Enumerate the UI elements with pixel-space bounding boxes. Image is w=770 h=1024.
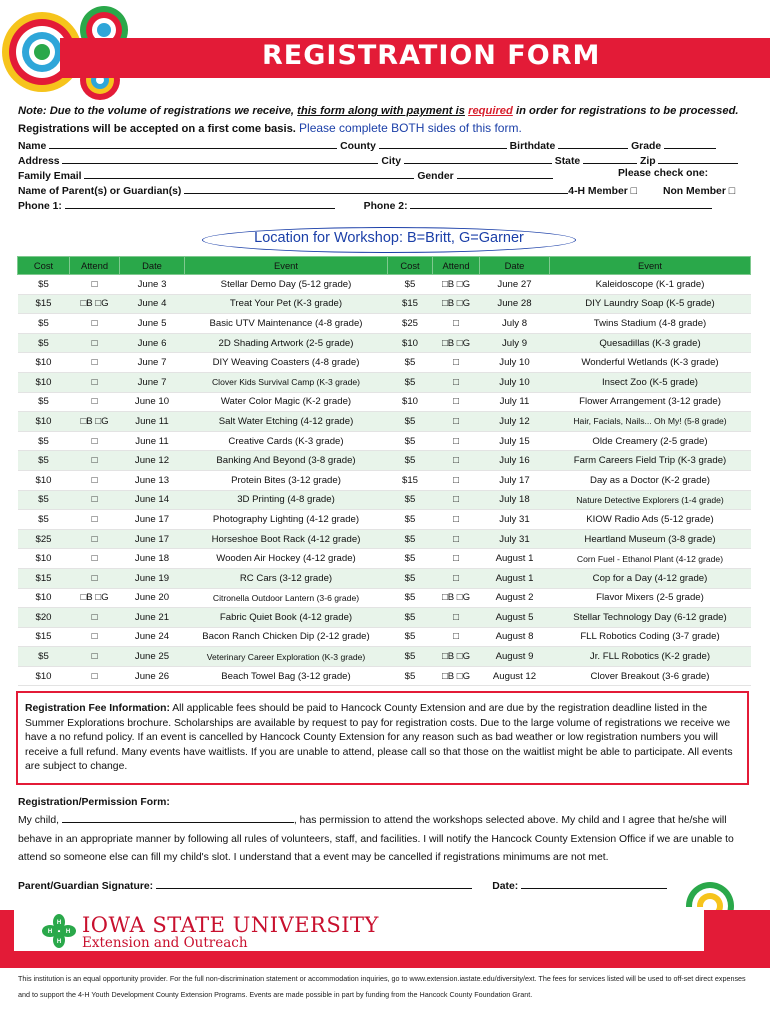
cell-cost: $5 <box>18 490 70 510</box>
cell-date: June 12 <box>120 451 185 471</box>
cell-event: DIY Weaving Coasters (4-8 grade) <box>185 353 388 373</box>
table-row <box>18 588 751 608</box>
cell-date: June 20 <box>120 588 185 608</box>
attend-checkbox[interactable]: □B □G <box>433 333 480 353</box>
cell-cost: $15 <box>18 568 70 588</box>
col-header-date: Date <box>480 257 550 275</box>
attend-checkbox[interactable]: □ <box>70 627 120 647</box>
cell-cost: $5 <box>388 275 433 295</box>
cell-cost: $5 <box>388 412 433 432</box>
attend-checkbox[interactable]: □ <box>433 353 480 373</box>
table-row <box>18 451 751 471</box>
cell-date: June 21 <box>120 608 185 628</box>
cell-cost: $10 <box>388 392 433 412</box>
four-h-clover-icon <box>42 914 76 948</box>
disclaimer: This institution is an equal opportunity provider. For the full non-discrimination statement or accommodation inquiries, go to www.extension.iastate.edu/diversity/ext. The fees for services listed will be used to off-set direct expenses and to support the 4-H Youth Development County Extension Programs. Events are made possible in part by funding from the Hancock County Foundation Grant. <box>18 974 746 999</box>
table-row <box>18 608 751 628</box>
cell-event: Treat Your Pet (K-3 grade) <box>185 294 388 314</box>
cell-date: June 11 <box>120 431 185 451</box>
attend-checkbox[interactable]: □ <box>433 549 480 569</box>
cell-date: July 9 <box>480 333 550 353</box>
cell-event: 2D Shading Artwork (2-5 grade) <box>185 333 388 353</box>
table-row <box>18 372 751 392</box>
workshop-table <box>17 256 751 686</box>
cell-date: June 11 <box>120 412 185 432</box>
cell-event: Wooden Air Hockey (4-12 grade) <box>185 549 388 569</box>
cell-cost: $15 <box>388 294 433 314</box>
cell-date: June 19 <box>120 568 185 588</box>
cell-date: June 6 <box>120 333 185 353</box>
cell-date: August 9 <box>480 647 550 667</box>
cell-event: Salt Water Etching (4-12 grade) <box>185 412 388 432</box>
cell-cost: $5 <box>388 529 433 549</box>
cell-event: Wonderful Wetlands (K-3 grade) <box>550 353 751 373</box>
cell-date: August 2 <box>480 588 550 608</box>
attend-checkbox[interactable]: □ <box>70 314 120 334</box>
cell-date: June 18 <box>120 549 185 569</box>
cell-cost: $5 <box>388 353 433 373</box>
cell-event: Day as a Doctor (K-2 grade) <box>550 470 751 490</box>
cell-event: Flavor Mixers (2-5 grade) <box>550 588 751 608</box>
cell-date: August 12 <box>480 666 550 686</box>
table-row <box>18 627 751 647</box>
table-row <box>18 412 751 432</box>
cell-cost: $5 <box>18 275 70 295</box>
table-row <box>18 294 751 314</box>
cell-cost: $20 <box>18 608 70 628</box>
table-row <box>18 333 751 353</box>
cell-event: Corn Fuel - Ethanol Plant (4-12 grade) <box>550 549 751 569</box>
attend-checkbox[interactable]: □ <box>433 529 480 549</box>
cell-date: July 10 <box>480 372 550 392</box>
cell-event: 3D Printing (4-8 grade) <box>185 490 388 510</box>
location-label: Location for Workshop: B=Britt, G=Garner <box>254 230 524 246</box>
attend-checkbox[interactable]: □B □G <box>70 412 120 432</box>
attend-checkbox[interactable]: □ <box>70 275 120 295</box>
cell-cost: $5 <box>388 627 433 647</box>
cell-cost: $5 <box>388 608 433 628</box>
cell-event: Farm Careers Field Trip (K-3 grade) <box>550 451 751 471</box>
cell-event: Creative Cards (K-3 grade) <box>185 431 388 451</box>
attend-checkbox[interactable]: □ <box>433 510 480 530</box>
table-row <box>18 510 751 530</box>
cell-event: Basic UTV Maintenance (4-8 grade) <box>185 314 388 334</box>
cell-cost: $15 <box>18 294 70 314</box>
cell-cost: $15 <box>388 470 433 490</box>
cell-date: June 25 <box>120 647 185 667</box>
cell-event: Heartland Museum (3-8 grade) <box>550 529 751 549</box>
attend-checkbox[interactable]: □ <box>433 627 480 647</box>
svg-text:H: H <box>65 929 71 935</box>
extension-outreach: Extension and Outreach <box>82 935 248 951</box>
svg-text:H: H <box>47 929 53 935</box>
col-header-event: Event <box>185 257 388 275</box>
table-row <box>18 549 751 569</box>
cell-cost: $5 <box>388 451 433 471</box>
cell-cost: $5 <box>18 333 70 353</box>
attend-checkbox[interactable]: □ <box>70 333 120 353</box>
cell-cost: $10 <box>388 333 433 353</box>
col-header-date: Date <box>120 257 185 275</box>
cell-date: June 10 <box>120 392 185 412</box>
parents-field[interactable] <box>184 183 568 194</box>
cell-event: Water Color Magic (K-2 grade) <box>185 392 388 412</box>
cell-event: Protein Bites (3-12 grade) <box>185 470 388 490</box>
cell-event: Banking And Beyond (3-8 grade) <box>185 451 388 471</box>
attend-checkbox[interactable]: □ <box>433 392 480 412</box>
attend-checkbox[interactable]: □B □G <box>433 666 480 686</box>
cell-event: RC Cars (3-12 grade) <box>185 568 388 588</box>
attend-checkbox[interactable]: □ <box>70 510 120 530</box>
cell-date: July 8 <box>480 314 550 334</box>
cell-cost: $10 <box>18 549 70 569</box>
cell-cost: $10 <box>18 412 70 432</box>
cell-date: August 1 <box>480 549 550 569</box>
cell-cost: $10 <box>18 666 70 686</box>
cell-event: DIY Laundry Soap (K-5 grade) <box>550 294 751 314</box>
col-header-cost: Cost <box>18 257 70 275</box>
cell-cost: $5 <box>18 510 70 530</box>
attend-checkbox[interactable]: □ <box>70 353 120 373</box>
attend-checkbox[interactable]: □ <box>70 608 120 628</box>
cell-event: Horseshoe Boot Rack (4-12 grade) <box>185 529 388 549</box>
attend-checkbox[interactable]: □ <box>70 431 120 451</box>
permission-title: Registration/Permission Form: <box>18 797 170 808</box>
cell-date: August 8 <box>480 627 550 647</box>
county-field[interactable] <box>379 138 507 149</box>
attend-checkbox[interactable]: □B □G <box>70 588 120 608</box>
cell-cost: $5 <box>388 490 433 510</box>
cell-event: Nature Detective Explorers (1-4 grade) <box>550 490 751 510</box>
cell-cost: $5 <box>388 549 433 569</box>
cell-event: FLL Robotics Coding (3-7 grade) <box>550 627 751 647</box>
cell-event: Photography Lighting (4-12 grade) <box>185 510 388 530</box>
cell-cost: $5 <box>388 647 433 667</box>
cell-event: Jr. FLL Robotics (K-2 grade) <box>550 647 751 667</box>
cell-cost: $5 <box>18 451 70 471</box>
cell-event: Clover Breakout (3-6 grade) <box>550 666 751 686</box>
cell-date: August 1 <box>480 568 550 588</box>
table-row <box>18 431 751 451</box>
attend-checkbox[interactable]: □ <box>433 568 480 588</box>
table-row <box>18 314 751 334</box>
field-row-address: Address City State Zip <box>18 153 738 167</box>
attend-checkbox[interactable]: □ <box>70 392 120 412</box>
cell-cost: $25 <box>388 314 433 334</box>
attend-checkbox[interactable]: □ <box>70 549 120 569</box>
university-name: IOWA STATE UNIVERSITY <box>82 913 379 937</box>
attend-checkbox[interactable]: □ <box>70 490 120 510</box>
note-line-1: Note: Due to the volume of registrations we receive, this form along with payment is required in order for registrations to be processed. <box>18 105 739 117</box>
table-row <box>18 568 751 588</box>
attend-checkbox[interactable]: □ <box>70 666 120 686</box>
cell-event: Cop for a Day (4-12 grade) <box>550 568 751 588</box>
member-checkbox[interactable]: □ <box>630 186 637 197</box>
cell-cost: $10 <box>18 372 70 392</box>
fee-info-box: Registration Fee Information: All applicable fees should be paid to Hancock County Extension and are due by the registration deadline listed in the Summer Explorations brochure. Scholarships are available by request to pay for registration costs. Due to the large volume of registrations we receive we have a no refund policy. If an event is cancelled by Hancock County Extension for any reason such as bad weather or low registration numbers you will receive a full refund. Many events have waitlists. If you are unable to attend, please call so that those on the waitlist might be able to participate. All events are subject to change. <box>16 691 749 785</box>
cell-date: June 7 <box>120 372 185 392</box>
cell-date: July 31 <box>480 510 550 530</box>
permission-line-1: My child, , has permission to attend the workshops selected above. My child and I agree that he/she will <box>18 812 758 830</box>
cell-event: KIOW Radio Ads (5-12 grade) <box>550 510 751 530</box>
cell-cost: $5 <box>18 314 70 334</box>
name-field[interactable] <box>49 138 337 149</box>
cell-event: Twins Stadium (4-8 grade) <box>550 314 751 334</box>
field-row-parents: Name of Parent(s) or Guardian(s) 4-H Member □ Non Member □ <box>18 183 735 197</box>
attend-checkbox[interactable]: □B □G <box>70 294 120 314</box>
col-header-cost: Cost <box>388 257 433 275</box>
cell-date: July 10 <box>480 353 550 373</box>
cell-date: July 15 <box>480 431 550 451</box>
attend-checkbox[interactable]: □B □G <box>433 647 480 667</box>
table-row <box>18 353 751 373</box>
non-member-checkbox[interactable]: □ <box>728 186 736 197</box>
cell-cost: $5 <box>18 392 70 412</box>
cell-cost: $5 <box>388 666 433 686</box>
state-field[interactable] <box>583 153 637 164</box>
cell-date: June 5 <box>120 314 185 334</box>
table-body <box>18 275 751 686</box>
attend-checkbox[interactable]: □ <box>70 647 120 667</box>
cell-cost: $5 <box>388 431 433 451</box>
cell-date: June 26 <box>120 666 185 686</box>
cell-date: July 17 <box>480 470 550 490</box>
cell-date: June 13 <box>120 470 185 490</box>
cell-event: Bacon Ranch Chicken Dip (2-12 grade) <box>185 627 388 647</box>
footer-stripe <box>0 951 770 968</box>
attend-checkbox[interactable]: □ <box>70 529 120 549</box>
phone2-field[interactable] <box>410 198 712 209</box>
cell-cost: $5 <box>18 647 70 667</box>
phone1-field[interactable] <box>65 198 335 209</box>
note-line-2: Registrations will be accepted on a first come basis. Please complete BOTH sides of this form. <box>18 121 522 135</box>
grade-field[interactable] <box>664 138 716 149</box>
cell-date: June 7 <box>120 353 185 373</box>
cell-event: Olde Creamery (2-5 grade) <box>550 431 751 451</box>
cell-date: June 17 <box>120 529 185 549</box>
attend-checkbox[interactable]: □ <box>433 490 480 510</box>
zip-field[interactable] <box>658 153 738 164</box>
svg-text:H: H <box>56 939 62 945</box>
col-header-attend: Attend <box>433 257 480 275</box>
cell-cost: $5 <box>388 588 433 608</box>
date-field[interactable] <box>521 878 667 889</box>
cell-cost: $5 <box>388 510 433 530</box>
cell-date: July 12 <box>480 412 550 432</box>
cell-cost: $10 <box>18 470 70 490</box>
cell-event: Kaleidoscope (K-1 grade) <box>550 275 751 295</box>
cell-date: July 31 <box>480 529 550 549</box>
cell-event: Flower Arrangement (3-12 grade) <box>550 392 751 412</box>
cell-date: June 27 <box>480 275 550 295</box>
field-row-name: Name County Birthdate Grade <box>18 138 716 152</box>
attend-checkbox[interactable]: □B □G <box>433 588 480 608</box>
cell-event: Clover Kids Survival Camp (K-3 grade) <box>185 372 388 392</box>
table-row <box>18 529 751 549</box>
attend-checkbox[interactable]: □ <box>433 412 480 432</box>
cell-cost: $5 <box>18 431 70 451</box>
table-row <box>18 470 751 490</box>
attend-checkbox[interactable]: □ <box>433 608 480 628</box>
cell-event: Citronella Outdoor Lantern (3-6 grade) <box>185 588 388 608</box>
col-header-event: Event <box>550 257 751 275</box>
attend-checkbox[interactable]: □ <box>433 372 480 392</box>
field-row-email: Family Email Gender <box>18 168 553 182</box>
cell-date: June 14 <box>120 490 185 510</box>
table-header-row <box>18 257 751 275</box>
gender-field[interactable] <box>457 168 553 179</box>
cell-cost: $5 <box>388 568 433 588</box>
page-title: REGISTRATION FORM <box>262 40 601 71</box>
cell-date: July 16 <box>480 451 550 471</box>
table-row <box>18 490 751 510</box>
field-row-phone: Phone 1: Phone 2: <box>18 198 712 212</box>
cell-event: Insect Zoo (K-5 grade) <box>550 372 751 392</box>
cell-event: Veterinary Career Exploration (K-3 grade) <box>185 647 388 667</box>
cell-date: June 24 <box>120 627 185 647</box>
permission-line-3: attend so someone else can fill my child's slot. I understand that a event may be cancelled if registrations minimums are not met. <box>18 852 609 864</box>
attend-checkbox[interactable]: □ <box>70 470 120 490</box>
cell-cost: $25 <box>18 529 70 549</box>
cell-date: June 4 <box>120 294 185 314</box>
child-name-field[interactable] <box>62 812 294 823</box>
table-row <box>18 647 751 667</box>
cell-event: Stellar Demo Day (5-12 grade) <box>185 275 388 295</box>
attend-checkbox[interactable]: □ <box>433 314 480 334</box>
signature-field[interactable] <box>156 878 472 889</box>
cell-event: Fabric Quiet Book (4-12 grade) <box>185 608 388 628</box>
permission-section <box>18 794 758 868</box>
signature-row: Parent/Guardian Signature: Date: <box>18 878 667 892</box>
cell-date: July 18 <box>480 490 550 510</box>
attend-checkbox[interactable]: □B □G <box>433 294 480 314</box>
cell-event: Beach Towel Bag (3-12 grade) <box>185 666 388 686</box>
cell-event: Hair, Facials, Nails... Oh My! (5-8 grade) <box>550 412 751 432</box>
cell-cost: $10 <box>18 353 70 373</box>
col-header-attend: Attend <box>70 257 120 275</box>
attend-checkbox[interactable]: □ <box>70 372 120 392</box>
cell-cost: $15 <box>18 627 70 647</box>
cell-date: June 17 <box>120 510 185 530</box>
cell-date: June 3 <box>120 275 185 295</box>
cell-date: July 11 <box>480 392 550 412</box>
attend-checkbox[interactable]: □ <box>433 470 480 490</box>
permission-line-2: behave in an appropriate manner by following all rules of volunteers, staff, and facilities. I will notify the Hancock County Extension Office if we are unable to <box>18 833 734 845</box>
cell-cost: $5 <box>388 372 433 392</box>
cell-event: Quesadillas (K-3 grade) <box>550 333 751 353</box>
attend-checkbox[interactable]: □ <box>433 451 480 471</box>
table-row <box>18 275 751 295</box>
birthdate-field[interactable] <box>558 138 628 149</box>
address-field[interactable] <box>62 153 378 164</box>
table-row <box>18 666 751 686</box>
svg-text:H: H <box>56 920 62 926</box>
cell-date: August 5 <box>480 608 550 628</box>
cell-date: June 28 <box>480 294 550 314</box>
attend-checkbox[interactable]: □ <box>70 568 120 588</box>
check-one-label: Please check one: <box>618 168 709 179</box>
cell-cost: $10 <box>18 588 70 608</box>
city-field[interactable] <box>404 153 552 164</box>
cell-event: Stellar Technology Day (6-12 grade) <box>550 608 751 628</box>
attend-checkbox[interactable]: □ <box>70 451 120 471</box>
table-row <box>18 392 751 412</box>
family-email-field[interactable] <box>84 168 414 179</box>
attend-checkbox[interactable]: □B □G <box>433 275 480 295</box>
attend-checkbox[interactable]: □ <box>433 431 480 451</box>
